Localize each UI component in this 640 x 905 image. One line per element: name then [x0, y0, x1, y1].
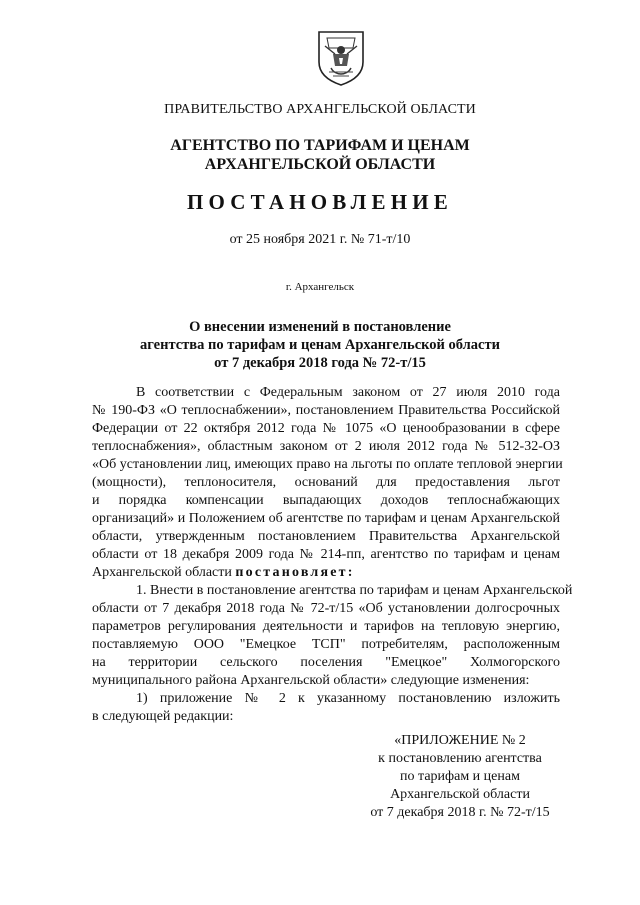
agency-name-line1: АГЕНТСТВО ПО ТАРИФАМ И ЦЕНАМ [170, 137, 470, 154]
title-line2: агентства по тарифам и ценам Архангельской области [140, 337, 500, 353]
text-line: организаций» и Положением об агентстве по тарифам и ценам Архангельской [92, 511, 560, 526]
text-line: области, утвержденным постановлением Правительства Архангельской [92, 529, 560, 544]
title-line3: от 7 декабря 2018 года № 72-т/15 [214, 355, 426, 371]
text-line: области от 18 декабря 2009 года № 214-пп, агентство по тарифам и ценам [92, 547, 560, 562]
text-line: 1) приложение № 2 к указанному постановлению изложить [136, 691, 560, 706]
agency-name [0, 136, 640, 174]
decree-heading: ПОСТАНОВЛЕНИЕ [186, 190, 454, 214]
text-line: «Об установлении лиц, имеющих право на льготы по оплате тепловой энергии [92, 457, 563, 472]
appendix-line5: от 7 декабря 2018 г. № 72-т/15 [370, 805, 550, 820]
title-line1: О внесении изменений в постановление [189, 319, 451, 335]
appendix-stamp [360, 732, 560, 822]
text-line: области от 7 декабря 2018 года № 72-т/15 «Об установлении долгосрочных [92, 601, 560, 616]
text-fragment: Архангельской области [92, 565, 236, 580]
agency-name-line2: АРХАНГЕЛЬСКОЙ ОБЛАСТИ [204, 156, 436, 173]
text-line: и порядка компенсации выпадающих доходов теплоснабжающих [92, 493, 560, 508]
government-name: ПРАВИТЕЛЬСТВО АРХАНГЕЛЬСКОЙ ОБЛАСТИ [164, 102, 476, 117]
text-line: № 190-ФЗ «О теплоснабжении», постановлением Правительства Российской [92, 403, 560, 418]
text-line: теплоснабжения», областным законом от 2 июля 2012 года № 512-32-ОЗ [92, 439, 560, 454]
text-line: на территории сельского поселения "Емецкое" Холмогорского [92, 655, 560, 670]
paragraph-item-1 [92, 582, 573, 690]
decree-date-number: от 25 ноября 2021 г. № 71-т/10 [229, 232, 411, 247]
city-name: г. Архангельск [285, 281, 355, 293]
appendix-line3: по тарифам и ценам [400, 769, 520, 784]
text-line: (мощности), теплоносителя, оснований для предоставления льгот [92, 475, 560, 490]
text-line: 1. Внести в постановление агентства по тарифам и ценам Архангельской [136, 583, 573, 598]
text-line: муниципального района Архангельской области» следующие изменения: [92, 673, 530, 688]
text-line: Федерации от 22 октября 2012 года № 1075 «О ценообразовании в сфере [92, 421, 560, 436]
appendix-line2: к постановлению агентства [378, 751, 542, 766]
appendix-line1: «ПРИЛОЖЕНИЕ № 2 [394, 733, 526, 748]
text-line: в следующей редакции: [92, 709, 234, 724]
text-line: параметров регулирования деятельности и тарифов на тепловую энергию, [92, 619, 560, 634]
text-line: поставляемую ООО "Емецкое ТСП" потребителям, расположенным [92, 637, 560, 652]
document-body [92, 384, 573, 726]
paragraph-preamble [92, 384, 563, 582]
text-line: В соответствии с Федеральным законом от 27 июля 2010 года [136, 385, 560, 400]
document-title [0, 318, 640, 372]
paragraph-subitem-1 [92, 690, 560, 726]
appendix-line4: Архангельской области [390, 787, 530, 802]
text-line [92, 564, 560, 582]
coat-of-arms-icon [313, 28, 369, 86]
decree-keyword: постановляет: [235, 565, 355, 580]
